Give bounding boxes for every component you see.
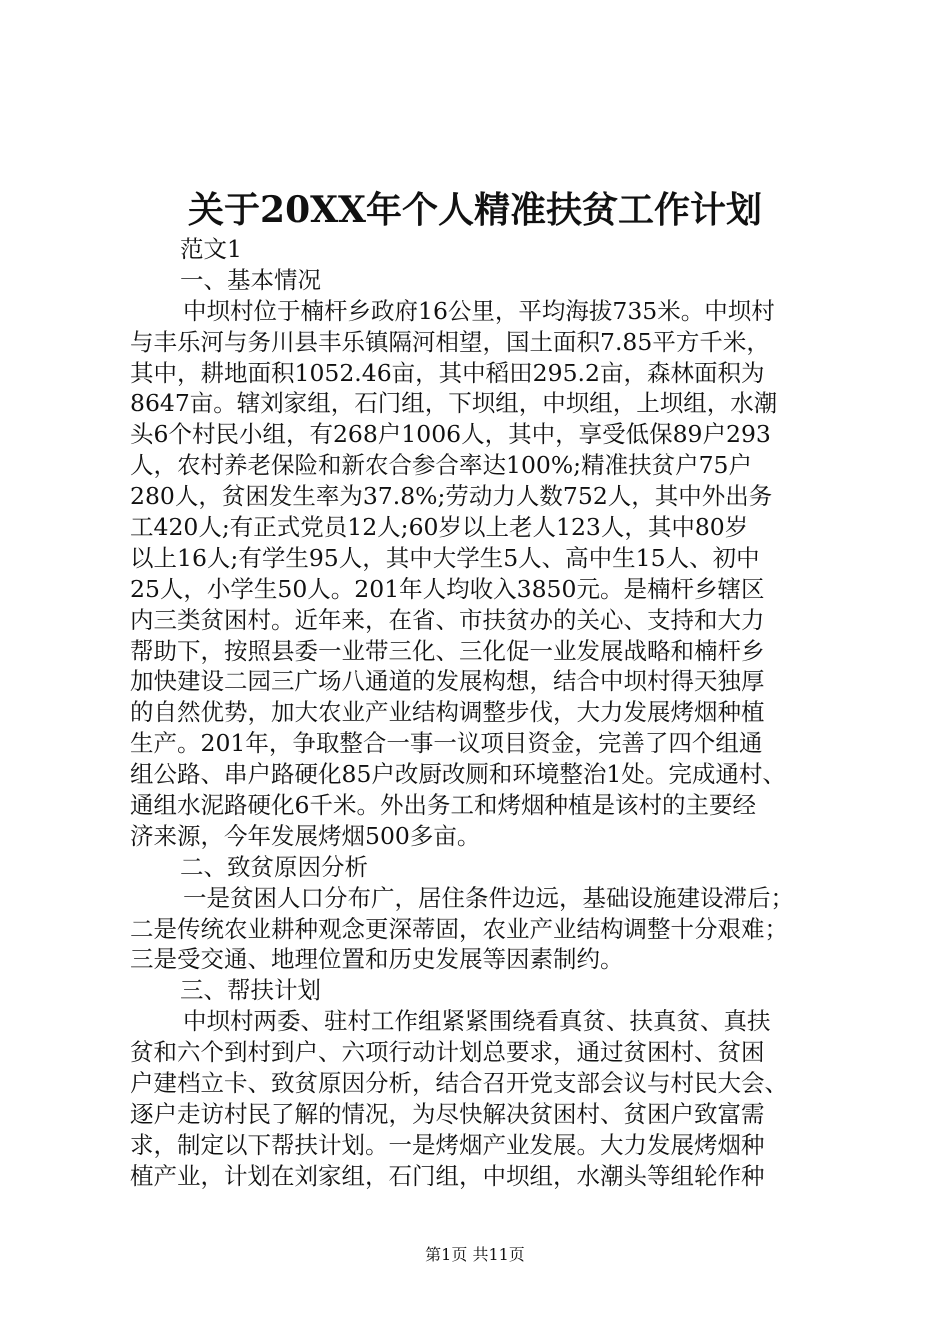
paragraph-line: 植产业，计划在刘家组，石门组，中坝组，水潮头等组轮作种 — [130, 1161, 765, 1190]
paragraph-line: 内三类贫困村。近年来，在省、市扶贫办的关心、支持和大力 — [130, 605, 765, 634]
paragraph-line: 中坝村两委、驻村工作组紧紧围绕看真贫、扶真贫、真扶 — [183, 1007, 771, 1036]
paragraph-line: 二是传统农业耕种观念更深蒂固，农业产业结构调整十分艰难； — [130, 914, 788, 943]
paragraph-line: 的自然优势，加大农业产业结构调整步伐，大力发展烤烟种植 — [130, 698, 765, 727]
paragraph-line: 加快建设二园三广场八通道的发展构想，结合中坝村得天独厚 — [130, 667, 765, 696]
paragraph-line: 与丰乐河与务川县丰乐镇隔河相望，国土面积7.85平方千米， — [130, 327, 770, 356]
paragraph-line: 一是贫困人口分布广，居住条件边远，基础设施建设滞后； — [183, 883, 794, 912]
page-number-footer: 第1页 共11页 — [425, 1245, 525, 1264]
section-heading-basic-situation: 一、基本情况 — [180, 265, 321, 294]
document-body — [130, 234, 830, 1192]
sample-label: 范文1 — [180, 235, 242, 263]
section-heading-poverty-causes: 二、致贫原因分析 — [180, 852, 368, 881]
paragraph-line: 以上16人;有学生95人，其中大学生5人、高中生15人、初中 — [130, 543, 760, 572]
paragraph-line: 人，农村养老保险和新农合参合率达100%;精准扶贫户75户 — [130, 451, 753, 480]
paragraph-line: 25人，小学生50人。201年人均收入3850元。是楠杆乡辖区 — [130, 574, 765, 603]
paragraph-line: 济来源，今年发展烤烟500多亩。 — [130, 821, 481, 850]
paragraph-line: 贫和六个到村到户、六项行动计划总要求，通过贫困村、贫困 — [130, 1038, 765, 1067]
paragraph-line: 通组水泥路硬化6千米。外出务工和烤烟种植是该村的主要经 — [130, 791, 756, 820]
paragraph-line: 帮助下，按照县委一业带三化、三化促一业发展战略和楠杆乡 — [130, 636, 765, 665]
paragraph-line: 头6个村民小组，有268户1006人，其中，享受低保89户293 — [130, 420, 771, 449]
paragraph-line: 户建档立卡、致贫原因分析，结合召开党支部会议与村民大会、 — [130, 1069, 788, 1098]
paragraph-line: 求，制定以下帮扶计划。一是烤烟产业发展。大力发展烤烟种 — [130, 1130, 765, 1159]
document-title: 关于20XX年个人精准扶贫工作计划 — [188, 189, 762, 231]
paragraph-line: 8647亩。辖刘家组，石门组，下坝组，中坝组，上坝组，水潮 — [130, 389, 778, 418]
paragraph-line: 逐户走访村民了解的情况，为尽快解决贫困村、贫困户致富需 — [130, 1099, 765, 1128]
paragraph-line: 组公路、串户路硬化85户改厨改厕和环境整治1处。完成通村、 — [130, 760, 786, 789]
paragraph-line: 工420人;有正式党员12人;60岁以上老人123人，其中80岁 — [130, 513, 749, 542]
paragraph-line: 三是受交通、地理位置和历史发展等因素制约。 — [130, 945, 624, 974]
paragraph-line: 中坝村位于楠杆乡政府16公里，平均海拔735米。中坝村 — [183, 296, 775, 325]
paragraph-line: 280人，贫困发生率为37.8%;劳动力人数752人，其中外出务 — [130, 482, 773, 511]
section-heading-assistance-plan: 三、帮扶计划 — [180, 976, 321, 1005]
paragraph-line: 生产。201年，争取整合一事一议项目资金，完善了四个组通 — [130, 729, 763, 758]
paragraph-line: 其中，耕地面积1052.46亩，其中稻田295.2亩，森林面积为 — [130, 358, 765, 387]
